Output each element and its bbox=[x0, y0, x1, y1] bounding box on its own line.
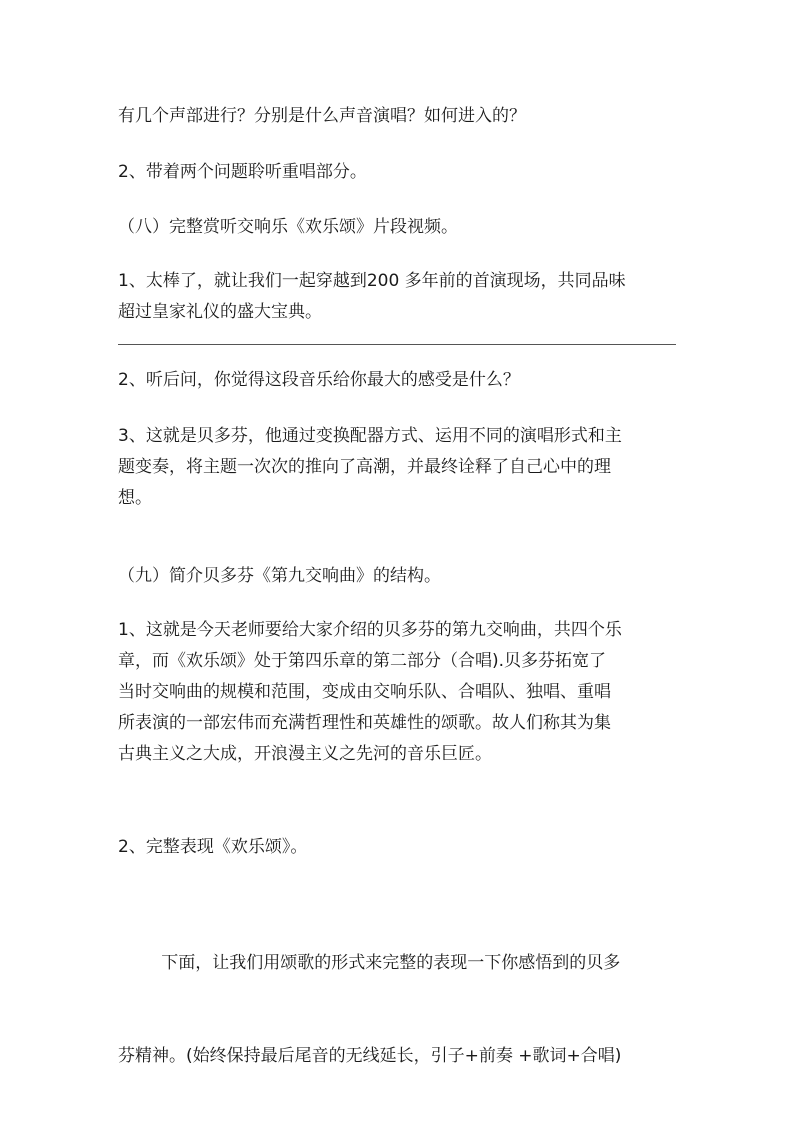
text-line: 3、这就是贝多芬，他通过变换配器方式、运用不同的演唱形式和主 bbox=[118, 426, 622, 446]
paragraph-hymn-form bbox=[118, 886, 678, 1134]
text-line: 1、这就是今天老师要给大家介绍的贝多芬的第九交响曲，共四个乐 bbox=[118, 620, 622, 640]
text-line: （九）简介贝多芬《第九交响曲》的结构。 bbox=[118, 566, 441, 586]
text-line: 有几个声部进行？分别是什么声音演唱？如何进入的？ bbox=[118, 106, 526, 126]
section-heading-9 bbox=[118, 561, 678, 592]
paragraph-ninth-symphony bbox=[118, 615, 678, 770]
paragraph-feeling-question bbox=[118, 365, 678, 396]
text-line: 芬精神。(始终保持最后尾音的无线延长，引子+前奏 +歌词+合唱) bbox=[118, 1046, 622, 1066]
text-line: 下面，让我们用颂歌的形式来完整的表现一下你感悟到的贝多 bbox=[118, 953, 621, 973]
text-line: 1、太棒了，就让我们一起穿越到200 多年前的首演现场，共同品味 bbox=[118, 271, 626, 291]
text-line: 当时交响曲的规模和范围，变成由交响乐队、合唱队、独唱、重唱 bbox=[118, 682, 611, 702]
text-line: 题变奏，将主题一次次的推向了高潮，并最终诠释了自己心中的理 bbox=[118, 457, 611, 477]
text-line: 章，而《欢乐颂》处于第四乐章的第二部分（合唱).贝多芬拓宽了 bbox=[118, 651, 607, 671]
text-line: 超过皇家礼仪的盛大宝典。 bbox=[118, 302, 322, 322]
horizontal-rule bbox=[118, 344, 676, 345]
text-line: 2、听后问，你觉得这段音乐给你最大的感受是什么？ bbox=[118, 370, 520, 390]
paragraph-question-voices bbox=[118, 101, 678, 132]
text-line: （八）完整赏听交响乐《欢乐颂》片段视频。 bbox=[118, 217, 458, 237]
text-line: 古典主义之大成，开浪漫主义之先河的音乐巨匠。 bbox=[118, 744, 492, 764]
text-line: 2、完整表现《欢乐颂》。 bbox=[118, 837, 308, 857]
paragraph-beethoven-variation bbox=[118, 421, 678, 514]
text-line: 想。 bbox=[118, 488, 152, 508]
paragraph-listen-duet bbox=[118, 157, 678, 188]
text-line: 2、带着两个问题聆听重唱部分。 bbox=[118, 162, 367, 182]
paragraph-perform-ode bbox=[118, 832, 678, 863]
text-line: 所表演的一部宏伟而充满哲理性和英雄性的颂歌。故人们称其为集 bbox=[118, 713, 611, 733]
paragraph-premiere bbox=[118, 266, 678, 328]
section-heading-8 bbox=[118, 212, 678, 243]
